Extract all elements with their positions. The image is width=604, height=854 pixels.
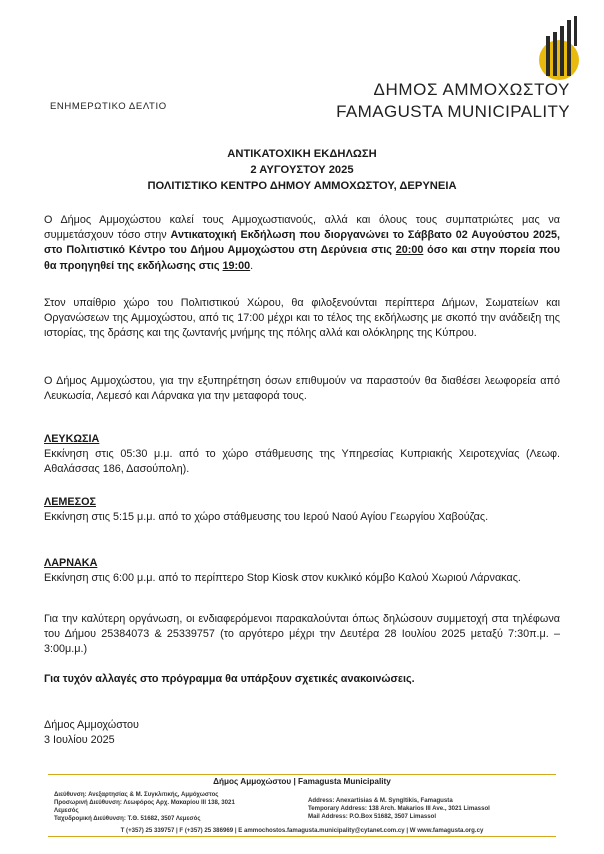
- paragraph-invitation: [44, 213, 560, 274]
- event-title-line-2: 2 ΑΥΓΟΥΣΤΟΥ 2025: [250, 164, 354, 176]
- city-section-larnaca: [44, 556, 560, 586]
- event-title-line-1: ΑΝΤΙΚΑΤΟΧΙΚΗ ΕΚΔΗΛΩΣΗ: [227, 148, 377, 160]
- footer-address-line: Temporary Address: 138 Arch. Makarios III Ave., 3021 Limassol: [308, 805, 490, 812]
- city-label: ΛΑΡΝΑΚΑ: [44, 557, 98, 569]
- footer-address-line: Λεμεσός: [54, 807, 79, 814]
- event-time: 20:00: [395, 244, 424, 257]
- footer-address-line: Προσωρινή Διεύθυνση: Λεωφόρος Αρχ. Μακαρίου ΙΙΙ 138, 3021: [54, 799, 235, 806]
- city-departure-text: Εκκίνηση στις 05:30 μ.μ. από το χώρο στάθμευσης της Υπηρεσίας Κυπριακής Χειροτεχνίας (Λεωφ. Αθαλάσσας 186, Δασούπολη).: [44, 448, 560, 476]
- paragraph-kiosks: Στον υπαίθριο χώρο του Πολιτιστικού Χώρου, θα φιλοξενούνται περίπτερα Δήμων, Σωματείων και Οργανώσεων της Αμμοχώστου, από τις 17:00 μέχρι και το τέλος της εκδήλωσης με σκοπό την ανάδειξη της ιστορίας, της δράσης και της ζωντανής μνήμης της πόλης αλλά και ολόκληρης της Κύπρου.: [44, 297, 560, 340]
- event-title-line-3: ΠΟΛΙΤΙΣΤΙΚΟ ΚΕΝΤΡΟ ΔΗΜΟΥ ΑΜΜΟΧΩΣΤΟΥ, ΔΕΡΥΝΕΙΑ: [147, 180, 457, 192]
- city-departure-text: Εκκίνηση στις 6:00 μ.μ. από το περίπτερο Stop Kiosk στον κυκλικό κόμβο Καλού Χωριού Λάρνακας.: [44, 572, 521, 585]
- footer-address-greek: [54, 791, 294, 823]
- bulletin-label: ΕΝΗΜΕΡΩΤΙΚΟ ΔΕΛΤΙΟ: [50, 101, 167, 112]
- footer-divider-top: [48, 774, 556, 775]
- city-label: ΛΕΜΕΣΟΣ: [44, 496, 96, 508]
- footer-address-line: Ταχυδρομική Διεύθυνση: Τ.Θ. 51682, 3507 Λεμεσός: [54, 815, 201, 822]
- paragraph-registration: Για την καλύτερη οργάνωση, οι ενδιαφερόμενοι παρακαλούνται όπως δηλώσουν συμμετοχή στα τηλέφωνα του Δήμου 25384073 & 25339757 (το αργότερο μέχρι την Δευτέρα 28 Ιουλίου 2025 μεταξύ 7:30π.μ. – 3:00μ.μ.): [44, 613, 560, 656]
- footer-title: Δήμος Αμμοχώστου | Famagusta Municipality: [213, 777, 391, 786]
- city-departure-text: Εκκίνηση στις 5:15 μ.μ. από το χώρο στάθμευσης του Ιερού Ναού Αγίου Γεωργίου Χαβούζας.: [44, 511, 489, 524]
- city-label: ΛΕΥΚΩΣΙΑ: [44, 433, 100, 445]
- paragraph-buses: Ο Δήμος Αμμοχώστου, για την εξυπηρέτηση όσων επιθυμούν να παραστούν θα διαθέσει λεωφορεία από Λευκωσία, Λεμεσό και Λάρνακα για την μεταφορά τους.: [44, 375, 560, 403]
- famagusta-logo-icon: [536, 14, 582, 84]
- march-time: 19:00: [222, 259, 251, 272]
- invitation-text-bold: Αντικατοχική Εκδήλωση που διοργανώνει το Σάββατο 02 Αυγούστου 2025, στο Πολιτιστικό Κέντρο του Δήμου Αμμοχώστου στη Δερύνεια στις: [44, 229, 561, 257]
- signature-block: [44, 718, 139, 748]
- footer-address-line: Mail Address: P.O.Box 51682, 3507 Limassol: [308, 813, 437, 820]
- signature-date: 3 Ιουλίου 2025: [44, 734, 115, 747]
- city-section-nicosia: [44, 432, 560, 478]
- invitation-text-start: Ο Δήμος Αμμοχώστου καλεί τους Αμμοχωστιανούς, αλλά και όλους τους συμπατριώτες μας να συμμετάσχουν τόσο στην: [44, 214, 560, 242]
- footer-address-line: Διεύθυνση: Ανεξαρτησίας & Μ. Συγκλιτικής, Αμμόχωστος: [54, 791, 219, 798]
- footer-address-line: Address: Anexartisias & M. Syngltikis, Famagusta: [308, 797, 453, 804]
- municipality-name-english: FAMAGUSTA MUNICIPALITY: [336, 102, 570, 121]
- city-section-limassol: [44, 495, 560, 525]
- footer-contact-info: T (+357) 25 339757 | F (+357) 25 386969 | E ammochostos.famagusta.municipality@cytanet.com.cy | W www.famagusta.org.cy: [120, 827, 484, 834]
- signature-name: Δήμος Αμμοχώστου: [44, 719, 139, 731]
- paragraph-changes-notice: Για τυχόν αλλαγές στο πρόγραμμα θα υπάρξουν σχετικές ανακοινώσεις.: [44, 673, 415, 685]
- event-title: [40, 146, 564, 194]
- invitation-text-end: .: [250, 259, 254, 272]
- invitation-text-march: όσο και στην πορεία που θα προηγηθεί της εκδήλωσης στις: [44, 244, 560, 272]
- municipality-name-greek: ΔΗΜΟΣ ΑΜΜΟΧΩΣΤΟΥ: [373, 80, 570, 99]
- footer-address-english: [308, 797, 558, 821]
- footer-divider-bottom: [48, 836, 556, 837]
